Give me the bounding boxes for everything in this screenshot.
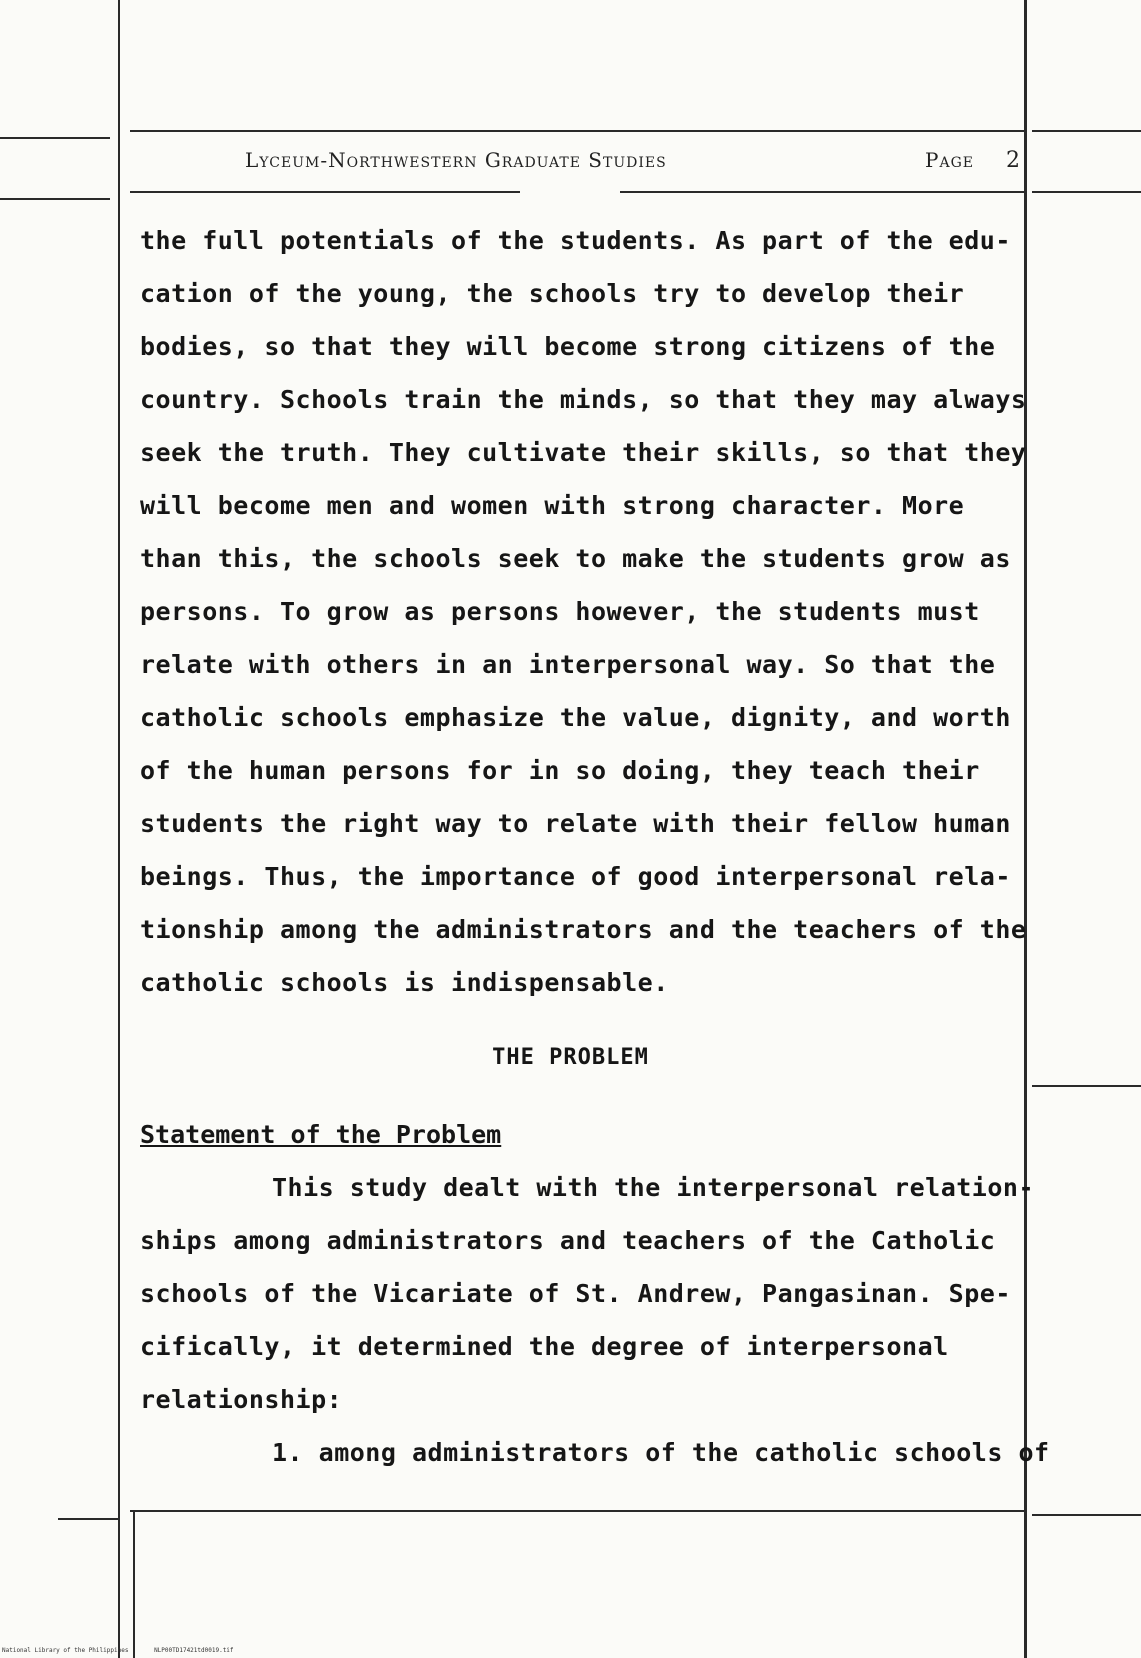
right-header-rule	[1032, 191, 1141, 193]
header-title: Lyceum-Northwestern Graduate Studies	[245, 148, 667, 172]
body-line: will become men and women with strong character. More	[140, 491, 965, 520]
body-line: persons. To grow as persons however, the students must	[140, 597, 980, 626]
body-line: than this, the schools seek to make the students grow as	[140, 544, 1011, 573]
body-line: of the human persons for in so doing, they teach their	[140, 756, 980, 785]
running-header	[140, 148, 1030, 180]
body-line: catholic schools emphasize the value, dignity, and worth	[140, 703, 1011, 732]
problem-line: cifically, it determined the degree of interpersonal	[140, 1332, 949, 1361]
lower-left-rule	[133, 1510, 135, 1658]
section-heading: THE PROBLEM	[492, 1045, 649, 1070]
footer-file: NLP00TD17421td0019.tif	[154, 1647, 234, 1654]
right-margin-rule	[1024, 0, 1027, 1658]
subheading: Statement of the Problem	[140, 1120, 502, 1149]
footer-rule	[130, 1510, 1025, 1512]
body-line: students the right way to relate with their fellow human	[140, 809, 1011, 838]
header-bottom-rule	[130, 191, 520, 193]
footer-library: National Library of the Philippines	[2, 1647, 129, 1654]
problem-line: ships among administrators and teachers of the Catholic	[140, 1226, 996, 1255]
body-line: catholic schools is indispensable.	[140, 968, 669, 997]
problem-line: schools of the Vicariate of St. Andrew, Pangasinan. Spe-	[140, 1279, 1011, 1308]
body-line: tionship among the administrators and the teachers of the	[140, 915, 1027, 944]
body-line: relate with others in an interpersonal way. So that the	[140, 650, 996, 679]
header-page-label: Page	[925, 148, 974, 172]
footer-rule-right	[1032, 1514, 1141, 1516]
right-mid-rule	[1032, 1085, 1141, 1087]
left-top-rule	[0, 137, 110, 139]
problem-line: relationship:	[140, 1385, 343, 1414]
body-line: country. Schools train the minds, so that they may always	[140, 385, 1027, 414]
body-line: cation of the young, the schools try to develop their	[140, 279, 965, 308]
problem-line: This study dealt with the interpersonal relation-	[272, 1173, 1035, 1202]
left-footer-rule	[58, 1518, 118, 1520]
problem-line: 1. among administrators of the catholic schools of	[272, 1438, 1050, 1467]
body-line: the full potentials of the students. As part of the edu-	[140, 226, 1011, 255]
left-header-rule	[0, 198, 110, 200]
header-top-rule-right	[1032, 130, 1141, 132]
body-line: seek the truth. They cultivate their skills, so that they	[140, 438, 1027, 467]
header-top-rule	[130, 130, 1025, 132]
header-bottom-rule-right	[620, 191, 1025, 193]
left-margin-rule	[118, 0, 120, 1658]
scan-footer	[2, 1647, 256, 1654]
header-page-number: 2	[1006, 148, 1020, 173]
body-line: bodies, so that they will become strong citizens of the	[140, 332, 996, 361]
body-line: beings. Thus, the importance of good interpersonal rela-	[140, 862, 1011, 891]
